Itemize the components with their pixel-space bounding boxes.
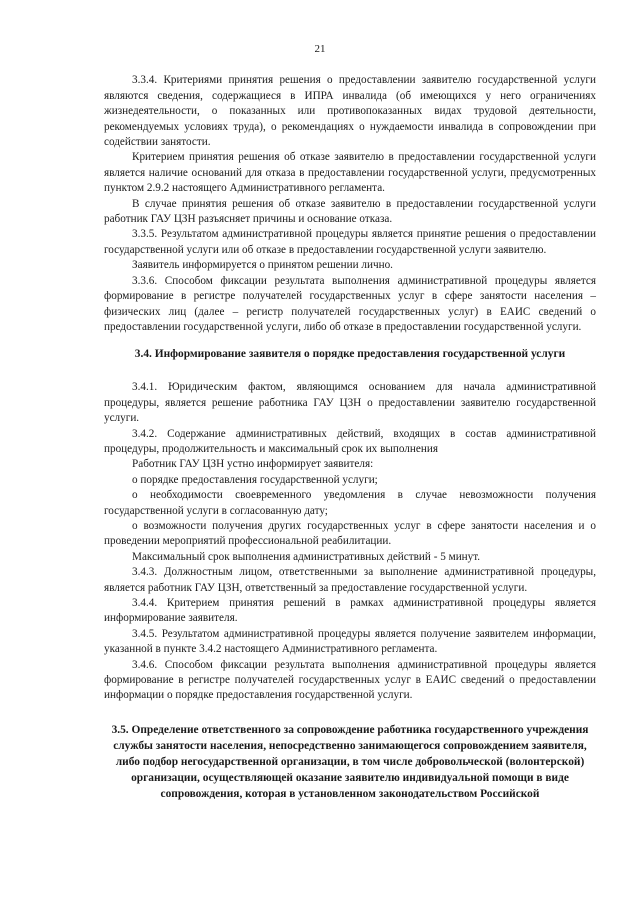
paragraph: 3.3.6. Способом фиксации результата выполнения административной процедуры является формирование в регистре получателей государственных услуг в сфере занятости населения – физических лиц (далее – регистр получателей государственных услуг) в ЕАИС сведений о предоставлении государственной услуги, либо об отказе в предоставлении государственной услуги. (104, 274, 596, 333)
paragraph: Критерием принятия решения об отказе заявителю в предоставлении государственной услуги является наличие оснований для отказа в предоставлении государственной услуги, предусмотренных пунктом 2.9.2 настоящего Административного регламента. (104, 151, 596, 195)
section-3-4-block (104, 380, 596, 704)
paragraph: 3.4.2. Содержание административных действий, входящих в состав административной процедуры, продолжительность и максимальный срок их выполнения (104, 427, 596, 455)
paragraph: о возможности получения других государственных услуг в сфере занятости населения и о проведении мероприятий профессиональной реабилитации. (104, 519, 596, 548)
paragraph: о необходимости своевременного уведомления в случае невозможности получения государственной услуги в согласованную дату; (104, 489, 596, 517)
paragraph: Заявитель информируется о принятом решении лично. (132, 259, 393, 272)
paragraph: Максимальный срок выполнения административных действий - 5 минут. (132, 550, 481, 563)
paragraph: 3.4.1. Юридическим фактом, являющимся основанием для начала административной процедуры, является решение работника ГАУ ЦЗН о предоставлении заявителю государственной услуги. (104, 381, 596, 425)
paragraph: В случае принятия решения об отказе заявителю в предоставлении государственной услуги работник ГАУ ЦЗН разъясняет причины и основание отказа. (104, 197, 596, 226)
paragraph: 3.4.5. Результатом административной процедуры является получение заявителем информации, указанной в пункте 3.4.2 настоящего Административного регламента. (104, 627, 596, 656)
paragraph: 3.3.4. Критериями принятия решения о предоставлении заявителю государственной услуги являются сведения, содержащиеся в ИПРА инвалида (об имеющихся у него ограничениях жизнедеятельности, о показанных или противопоказанных видах трудовой деятельности, рекомендуемых условиях труда), о рекомендациях о нуждаемости инвалида в сопровождении при содействии занятости. (104, 74, 596, 149)
paragraph: 3.4.4. Критерием принятия решений в рамках административной процедуры является информирование заявителя. (104, 597, 596, 625)
paragraph: 3.4.3. Должностным лицом, ответственными за выполнение административной процедуры, является работник ГАУ ЦЗН, ответственный за предоставление государственной услуги. (104, 566, 596, 594)
paragraph: о порядке предоставления государственной услуги; (132, 473, 378, 486)
page-number: 21 (314, 43, 326, 55)
paragraph: Работник ГАУ ЦЗН устно информирует заявителя: (132, 458, 374, 471)
paragraph: 3.3.5. Результатом административной процедуры является принятие решения о предоставлении государственной услуги или об отказе в предоставлении государственной услуги заявителю. (104, 228, 596, 256)
section-3-3-block (104, 73, 596, 335)
section-heading-3-4: 3.4. Информирование заявителя о порядке предоставления государственной услуги (134, 348, 566, 361)
paragraph: 3.4.6. Способом фиксации результата выполнения административной процедуры является формирование в регистре получателей государственных услуг в ЕАИС сведений о предоставлении информации о порядке предоставления государственной услуги. (104, 658, 596, 702)
section-heading-3-5: 3.5. Определение ответственного за сопровождение работника государственного учреждения службы занятости населения, непосредственно занимающегося сопровождением заявителя, либо подбор негосударственной организации, в том числе добровольческой (волонтерской) организации, осуществляющей оказание заявителю индивидуальной помощи в виде сопровождения, которая в установленном законодательством Российской (111, 723, 589, 800)
